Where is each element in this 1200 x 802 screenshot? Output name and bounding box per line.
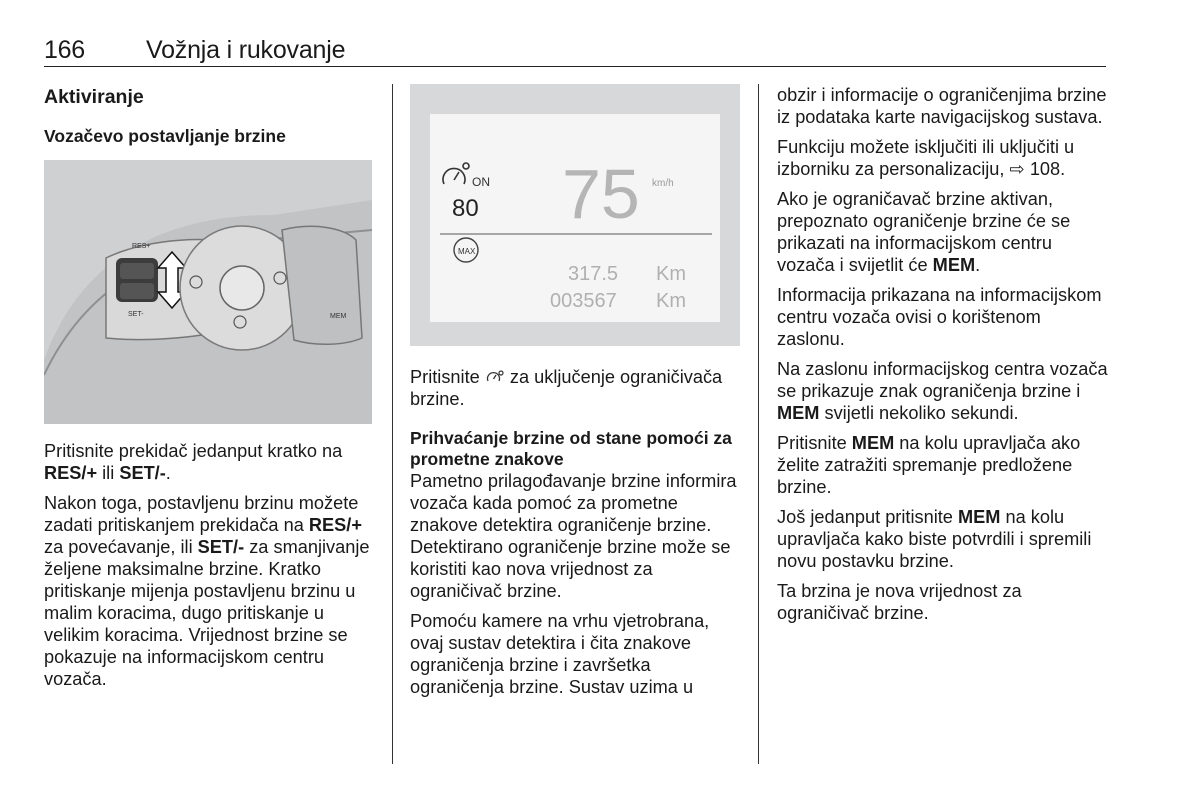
column-2-text <box>410 366 740 706</box>
column-1-text <box>44 440 374 698</box>
heading-activation: Aktiviranje <box>44 86 144 108</box>
text: Funkciju možete isključiti ili uključiti u izborniku za personalizaciju, <box>777 137 1075 179</box>
on-label: ON <box>472 175 490 189</box>
current-speed: 75 <box>562 155 640 233</box>
page-reference-arrow-icon: ⇨ <box>1009 159 1025 179</box>
res-label: RES+ <box>132 243 151 250</box>
speed-limiter-icon <box>443 163 469 184</box>
text: svijetli nekoliko sekundi. <box>819 403 1019 423</box>
speed-limiter-icon <box>485 369 505 385</box>
text: Nakon toga, postavljenu brzinu možete zadati pritiskanjem prekidača na <box>44 493 359 535</box>
paragraph <box>410 366 740 410</box>
paragraph <box>777 188 1109 276</box>
paragraph <box>777 432 1109 498</box>
section-title: Vožnja i rukovanje <box>146 36 346 64</box>
paragraph: Informacija prikazana na informacijskom centru vozača ovisi o korištenom zaslonu. <box>777 285 1102 349</box>
speed-unit: km/h <box>652 178 674 189</box>
text: za uključenje ograničivača brzine. <box>410 367 723 409</box>
column-divider-1 <box>392 84 393 764</box>
steering-wheel-illustration <box>44 160 372 424</box>
paragraph: obzir i informacije o ograničenjima brzine iz podataka karte navigacijskog sustava. <box>777 85 1107 127</box>
paragraph <box>44 492 374 690</box>
mem-label: MEM <box>330 313 347 320</box>
text: ili <box>97 463 120 483</box>
text: Još jedanput pritisnite <box>777 507 958 527</box>
display-graphic <box>430 114 720 322</box>
set-speed: 80 <box>452 195 479 222</box>
text: Na zaslonu informacijskog centra vozača se prikazuje znak ograničenja brzine i <box>777 359 1108 401</box>
paragraph <box>777 358 1109 424</box>
paragraph: Pomoću kamere na vrhu vjetrobrana, ovaj sustav detektira i čita znakove ograničenja brzine i završetka ograničenja brzine. Sustav uzima u <box>410 611 710 697</box>
text: . <box>975 255 981 275</box>
res-label: RES/+ <box>44 463 98 483</box>
mem-label: MEM <box>957 507 1001 527</box>
paragraph: Pametno prilagođavanje brzine informira vozača kada pomoć za prometne znakove detektira ograničenje brzine. Detektirano ograničenje brzine može se koristiti kao nova vrijednost za ograničivač brzine. <box>410 471 737 601</box>
text: za povećavanje, ili <box>44 537 198 557</box>
res-label: RES/+ <box>308 515 362 535</box>
set-label: SET/- <box>197 537 245 557</box>
subheading-driver-speed: Vozačevo postavljanje brzine <box>44 126 286 146</box>
text: za smanjivanje željene maksimalne brzine. Kratko pritiskanje mijenja postavljenu brzinu u malim koracima, dugo pritiskanje u velikim koracima. Vrijednost brzine se pokazuje na informacijskom centru vozača. <box>44 537 370 689</box>
trip-unit: Km <box>656 263 686 285</box>
subheading-traffic-sign: Prihvaćanje brzine od stane pomoći za prometne znakove <box>410 428 732 469</box>
mem-label: MEM <box>932 255 976 275</box>
paragraph: Ta brzina je nova vrijednost za ograničivač brzine. <box>777 581 1022 623</box>
text: Ako je ograničavač brzine aktivan, prepoznato ograničenje brzine će se prikazati na informacijskom centru vozača i svijetlit će <box>777 189 1071 275</box>
odometer-unit: Km <box>656 290 686 312</box>
set-label: SET/- <box>119 463 166 483</box>
text: Pritisnite <box>410 367 485 387</box>
page-number: 166 <box>44 36 85 64</box>
column-divider-2 <box>758 84 759 764</box>
page-reference[interactable]: 108. <box>1024 159 1066 179</box>
text: na kolu upravljača kako biste potvrdili i spremili novu postavku brzine. <box>777 507 1092 571</box>
paragraph <box>44 440 374 484</box>
set-label: SET- <box>128 311 144 318</box>
column-3-text <box>777 84 1109 632</box>
steering-wheel-controls-figure <box>44 160 372 424</box>
display-screen <box>430 114 720 322</box>
paragraph <box>777 506 1109 572</box>
mem-label: MEM <box>851 433 895 453</box>
page-header <box>44 36 1106 67</box>
paragraph <box>777 136 1109 180</box>
text: na kolu upravljača ako želite zatražiti spremanje predložene brzine. <box>777 433 1081 497</box>
mem-label: MEM <box>777 403 820 423</box>
text: Pritisnite <box>777 433 852 453</box>
text: . <box>165 463 171 483</box>
trip-value: 317.5 <box>568 263 619 285</box>
max-label: MAX <box>458 247 476 256</box>
odometer-value: 003567 <box>550 290 617 312</box>
text: Pritisnite prekidač jedanput kratko na <box>44 441 343 461</box>
driver-info-display-figure <box>410 84 740 346</box>
